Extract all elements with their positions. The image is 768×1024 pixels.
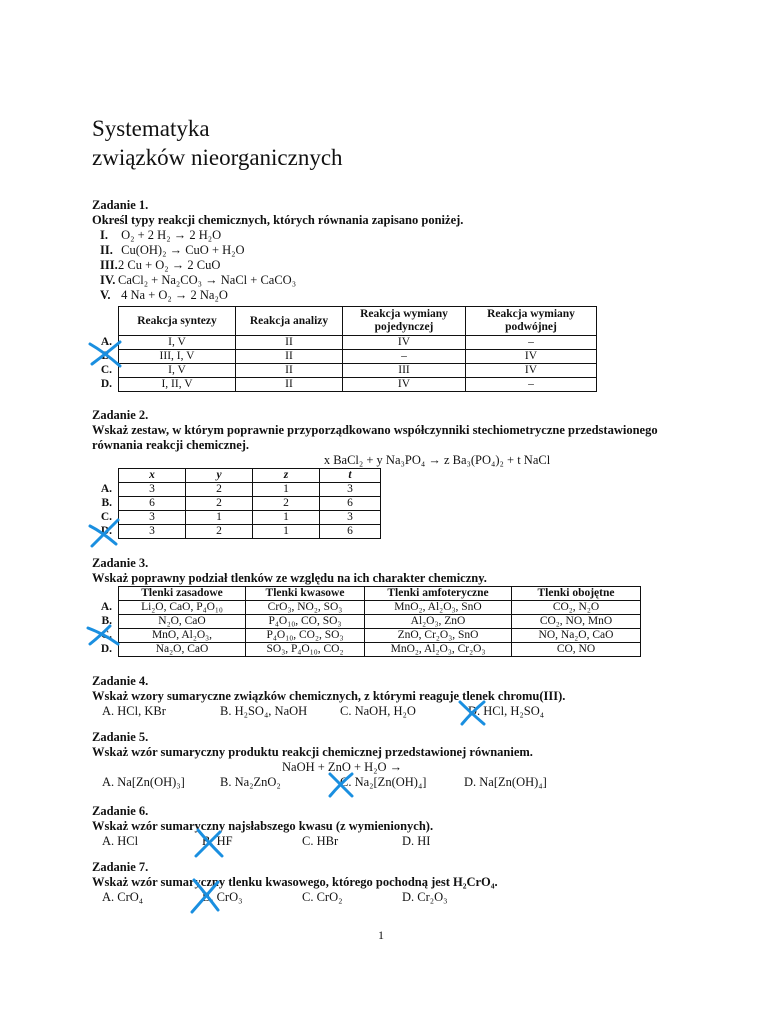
table-header: Tlenki kwasowe <box>246 587 365 601</box>
table-cell: MnO₂, Al₂O₃, Cr₂O₃ <box>365 643 512 657</box>
answer-mark-icon <box>86 516 122 550</box>
table-header: z <box>253 469 320 483</box>
row-label: B. <box>101 615 112 627</box>
table-cell: 3 <box>320 483 381 497</box>
table-cell: 3 <box>119 483 186 497</box>
task-3-table <box>92 586 641 657</box>
answer-option[interactable]: A. HCl, KBr <box>102 704 166 718</box>
row-label: D. <box>100 378 112 390</box>
table-header: x <box>119 469 186 483</box>
answer-option[interactable]: C. HBr <box>302 834 339 848</box>
table-header: Reakcja wymiany podwójnej <box>466 307 597 336</box>
equation-item: II. Cu(OH)₂ → CuO + H₂O <box>100 243 245 257</box>
task-7-heading: Zadanie 7. <box>92 860 149 874</box>
row-label: D. <box>100 643 112 655</box>
row-label <box>92 469 119 483</box>
answer-mark-icon <box>84 622 124 650</box>
page-title <box>92 114 343 172</box>
page-number: 1 <box>378 928 384 942</box>
task-5-answers <box>102 775 692 790</box>
task-6-question: Wskaż wzór sumaryczny najsłabszego kwasu (z wymienionych). <box>92 819 434 833</box>
task-2 <box>92 408 692 468</box>
table-header: Reakcja syntezy <box>119 307 236 336</box>
row-label: C. <box>100 364 112 376</box>
row-label: B. <box>101 350 112 362</box>
task-5-question: Wskaż wzór sumaryczny produktu reakcji chemicznej przedstawionej równaniem. <box>92 745 533 759</box>
task-4 <box>92 674 692 719</box>
table-cell: IV <box>466 364 597 378</box>
table-header: Reakcja analizy <box>236 307 343 336</box>
table-cell: 1 <box>186 511 253 525</box>
answer-mark-icon <box>188 876 224 916</box>
answer-option[interactable]: A. HCl <box>102 834 139 848</box>
table-header: y <box>186 469 253 483</box>
task-2-table <box>92 468 381 539</box>
equation-item: IV. CaCl₂ + Na₂CO₃ → NaCl + CaCO₃ <box>100 273 297 287</box>
task-5-heading: Zadanie 5. <box>92 730 149 744</box>
table-row <box>92 601 641 615</box>
table-cell: 2 <box>186 497 253 511</box>
table-row <box>92 378 597 392</box>
task-3 <box>92 556 487 586</box>
row-label: C. <box>100 511 112 523</box>
answer-option[interactable]: B. Na₂ZnO₂ <box>220 775 281 789</box>
table-cell: CrO₃, NO₂, SO₃ <box>246 601 365 615</box>
table-row <box>92 629 641 643</box>
task-4-question: Wskaż wzory sumaryczne związków chemicznych, z którymi reaguje tlenek chromu(III). <box>92 689 566 703</box>
table-cell: MnO, Al₂O₃, <box>119 629 246 643</box>
table-cell: ZnO, Cr₂O₃, SnO <box>365 629 512 643</box>
table-cell: II <box>236 336 343 350</box>
table-row <box>92 497 381 511</box>
task-2-equation: x BaCl₂ + y Na₃PO₄ → z Ba₃(PO₄)₂ + t NaCl <box>323 453 551 467</box>
table-cell: I, V <box>119 336 236 350</box>
row-label <box>92 587 119 601</box>
table-row <box>92 364 597 378</box>
table-cell: 6 <box>119 497 186 511</box>
table-cell: 1 <box>253 525 320 539</box>
table-cell: – <box>466 336 597 350</box>
table-cell: II <box>236 364 343 378</box>
table-cell: P₄O₁₀, CO, SO₃ <box>246 615 365 629</box>
table-cell: IV <box>466 350 597 364</box>
title-line-2: związków nieorganicznych <box>92 145 343 170</box>
task-7-question: Wskaż wzór sumaryczny tlenku kwasowego, którego pochodną jest H₂CrO₄. <box>92 875 498 889</box>
table-header: Tlenki obojętne <box>512 587 641 601</box>
task-2-question: Wskaż zestaw, w którym poprawnie przyporządkowano współczynniki stechiometryczne przedstawionego równania reakcji chemicznej. <box>92 423 658 452</box>
answer-option[interactable]: D. Cr₂O₃ <box>402 890 448 904</box>
row-label: A. <box>100 483 112 495</box>
task-4-heading: Zadanie 4. <box>92 674 149 688</box>
table-cell: 2 <box>186 525 253 539</box>
table-header: Tlenki amfoteryczne <box>365 587 512 601</box>
table-row <box>92 483 381 497</box>
table-cell: 2 <box>253 497 320 511</box>
task-6-heading: Zadanie 6. <box>92 804 149 818</box>
answer-option[interactable]: B. HF <box>202 834 233 848</box>
table-header: Reakcja wymiany pojedynczej <box>343 307 466 336</box>
answer-mark-icon <box>326 770 356 800</box>
table-cell: 3 <box>119 511 186 525</box>
answer-option[interactable]: D. Na[Zn(OH)₄] <box>464 775 547 789</box>
row-label <box>92 307 119 336</box>
answer-option[interactable]: C. Na₂[Zn(OH)₄] <box>340 775 427 789</box>
table-cell: 6 <box>320 525 381 539</box>
table-row <box>92 525 381 539</box>
table-row <box>92 511 381 525</box>
task-6 <box>92 804 692 849</box>
answer-option[interactable]: D. HI <box>402 834 431 848</box>
row-label: A. <box>100 336 112 348</box>
row-label: D. <box>100 525 112 537</box>
table-cell: I, V <box>119 364 236 378</box>
table-cell: SO₃, P₄O₁₀, CO₂ <box>246 643 365 657</box>
table-header: Tlenki zasadowe <box>119 587 246 601</box>
row-label: C. <box>100 629 112 641</box>
table-cell: IV <box>343 336 466 350</box>
task-1-heading: Zadanie 1. <box>92 198 149 212</box>
table-cell: III, I, V <box>119 350 236 364</box>
task-3-heading: Zadanie 3. <box>92 556 149 570</box>
table-cell: Al₂O₃, ZnO <box>365 615 512 629</box>
table-cell: Li₂O, CaO, P₄O₁₀ <box>119 601 246 615</box>
table-cell: CO₂, NO, MnO <box>512 615 641 629</box>
task-3-question: Wskaż poprawny podział tlenków ze względu na ich charakter chemiczny. <box>92 571 487 585</box>
answer-mark-icon <box>456 698 488 728</box>
table-cell: 3 <box>320 511 381 525</box>
table-row <box>92 615 641 629</box>
answer-mark-icon <box>86 338 126 370</box>
row-label: A. <box>100 601 112 613</box>
table-cell: Na₂O, CaO <box>119 643 246 657</box>
answer-mark-icon <box>192 826 226 860</box>
task-2-heading: Zadanie 2. <box>92 408 149 422</box>
table-cell: 3 <box>119 525 186 539</box>
table-cell: NO, Na₂O, CaO <box>512 629 641 643</box>
table-cell: IV <box>343 378 466 392</box>
task-5 <box>92 730 692 790</box>
table-cell: 6 <box>320 497 381 511</box>
task-5-equation: NaOH + ZnO + H₂O → <box>282 760 403 774</box>
table-cell: – <box>466 378 597 392</box>
task-1 <box>92 198 463 303</box>
table-cell: N₂O, CaO <box>119 615 246 629</box>
row-label: B. <box>101 497 112 509</box>
table-row <box>92 350 597 364</box>
table-cell: CO₂, N₂O <box>512 601 641 615</box>
task-1-equations <box>100 228 463 303</box>
table-cell: 1 <box>253 483 320 497</box>
table-cell: CO, NO <box>512 643 641 657</box>
table-cell: P₄O₁₀, CO₂, SO₃ <box>246 629 365 643</box>
answer-option[interactable]: A. Na[Zn(OH)₃] <box>102 775 185 789</box>
table-cell: MnO₂, Al₂O₃, SnO <box>365 601 512 615</box>
answer-option[interactable]: D. HCl, H₂SO₄ <box>468 704 545 718</box>
table-cell: – <box>343 350 466 364</box>
table-cell: 1 <box>253 511 320 525</box>
table-cell: I, II, V <box>119 378 236 392</box>
answer-option[interactable]: C. CrO₂ <box>302 890 343 904</box>
task-7 <box>92 860 692 905</box>
task-1-table <box>92 306 597 392</box>
table-row <box>92 643 641 657</box>
table-cell: III <box>343 364 466 378</box>
table-cell: II <box>236 350 343 364</box>
answer-option[interactable]: B. CrO₃ <box>202 890 243 904</box>
answer-option[interactable]: B. H₂SO₄, NaOH <box>220 704 308 718</box>
table-cell: II <box>236 378 343 392</box>
equation-item: III.2 Cu + O₂ → 2 CuO <box>100 258 221 272</box>
task-4-answers <box>102 704 692 719</box>
answer-option[interactable]: C. NaOH, H₂O <box>340 704 416 718</box>
task-1-question: Określ typy reakcji chemicznych, których równania zapisano poniżej. <box>92 213 464 227</box>
title-line-1: Systematyka <box>92 116 210 141</box>
answer-option[interactable]: A. CrO₄ <box>102 890 144 904</box>
table-header: t <box>320 469 381 483</box>
task-6-answers <box>102 834 692 849</box>
equation-item: I. O₂ + 2 H₂ → 2 H₂O <box>100 228 222 242</box>
equation-item: V. 4 Na + O₂ → 2 Na₂O <box>100 288 228 302</box>
table-row <box>92 336 597 350</box>
table-cell: 2 <box>186 483 253 497</box>
